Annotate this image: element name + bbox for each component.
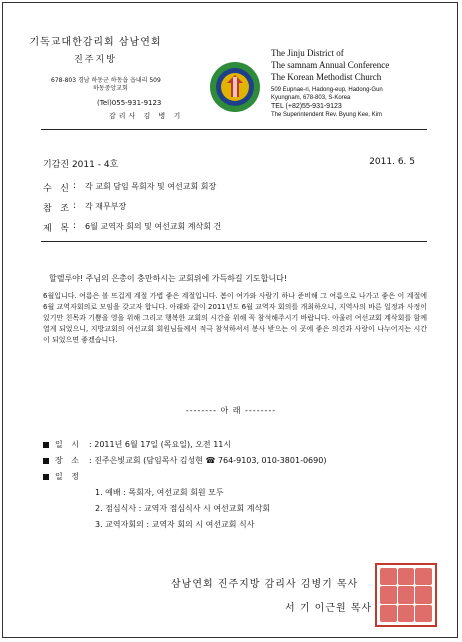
- district-name-ko: 진주지방: [74, 55, 117, 65]
- schedule-entry: 1. 예배 : 목회자, 여선교회 회원 모두: [95, 488, 224, 497]
- location-value: : 진주은빛교회 (담임목사 김성현 ☎ 764-9103, 010-3801-0690): [89, 456, 327, 465]
- address-ko-line2: 하동중앙교회: [93, 85, 128, 92]
- recipient-row: 수 신 : 각 교회 담임 목회자 및 여선교회 회장: [43, 181, 217, 194]
- en-address-line2: Kyungnam, 678-803, S-Korea: [271, 95, 351, 101]
- letter-page: [2, 2, 458, 638]
- details-divider: -------- 아 래 --------: [185, 406, 277, 415]
- schedule-label: 일 정: [55, 472, 82, 481]
- schedule-entry: 2. 점심식사 : 교역자 점심식사 시 여선교회 계삭회: [95, 504, 270, 513]
- date-time-item: [43, 439, 231, 450]
- en-superintendent: The Superintendent Rev. Byung Kee, Kim: [271, 112, 382, 118]
- location-label: 장 소: [55, 456, 82, 465]
- en-conference: The samnam Annual Conference: [271, 60, 390, 70]
- reference-row: 참 조 : 각 재무부장: [43, 201, 127, 214]
- superintendent-ko: 감리사 김 병 기: [109, 112, 184, 120]
- letterhead-english: [271, 47, 456, 119]
- en-tel: TEL (+82)55-931-9123: [271, 103, 342, 110]
- recipient-value: 각 교회 담임 목회자 및 여선교회 회장: [85, 182, 217, 191]
- tel-ko: (Tel)055-931-9123: [97, 99, 162, 107]
- greeting: 할렐루야! 주님의 은총이 충만하시는 교회위에 가득하길 기도합니다!: [49, 274, 288, 283]
- signature-secretary: 서 기 이근원 목사: [285, 603, 373, 614]
- subject-row: 제 목 : 6월 교역자 회의 및 여선교회 계삭회 건: [43, 221, 222, 234]
- header-divider: [41, 241, 427, 242]
- reference-value: 각 재무부장: [85, 202, 127, 211]
- signature-superintendent: 삼남연회 진주지방 감리사 김병기 목사: [171, 579, 359, 590]
- en-district: The Jinju District of: [271, 48, 344, 58]
- bullet-square-icon: [43, 442, 49, 448]
- schedule-entry: 3. 교역자회의 : 교역자 회의 시 여선교회 식사: [95, 520, 255, 529]
- date-time-label: 일 시: [55, 440, 82, 449]
- reference-label: 참 조: [43, 204, 69, 214]
- document-number: 기감진 2011 - 4호: [43, 160, 119, 170]
- location-item: [43, 455, 326, 466]
- en-address-line1: 509 Eupnae-ri, Hadong-eup, Hadong-Gun: [271, 87, 383, 93]
- methodist-logo-icon: [209, 61, 261, 113]
- document-date: 2011. 6. 5: [369, 157, 415, 167]
- date-time-value: : 2011년 6월 17일 (목요일), 오전 11시: [89, 440, 232, 449]
- org-name-ko: 기독교대한감리회 삼남연회: [29, 37, 162, 48]
- letterhead-divider: [41, 129, 427, 130]
- address-ko-line1: 678-803 경남 하동군 하동읍 읍내리 509: [51, 77, 161, 84]
- official-seal-stamp: [375, 563, 437, 627]
- subject-label: 제 목: [43, 224, 69, 234]
- en-church: The Korean Methodist Church: [271, 72, 382, 82]
- letterhead-korean: [3, 33, 188, 65]
- recipient-label: 수 신: [43, 184, 69, 194]
- subject-value: 6월 교역자 회의 및 여선교회 계삭회 건: [85, 222, 222, 231]
- bullet-square-icon: [43, 474, 49, 480]
- schedule-item: [43, 471, 89, 482]
- body-text: 6월입니다. 여름은 볼 뜨겁게 계절 가볍 좋은 계절입니다. 봄이 여가와 사람기 하나 준비해 그 여름으로 나가고 좋은 이 계절에 6월 교역자회의로 모임을 갖고자 합니다. 아래와 같이 2011년도 6월 교역자 회의를 개최하오니, 지역사의 바른 일정과 사정이 있기만 친목과 기쁨을 영을 위해 그리고 행복한 교회의 시간을 위해 꼭 참석해주시기 바랍니다. 아울러 여선교회 계삭회를 함께 열게 되었으니, 지방교회의 여선교회 회원님들께서 적극 참석하셔서 봉사 받으는 이 곳에 좋은 의견과 사랑이 나누어지는 시간이 되었으면 좋겠습니다.: [43, 292, 427, 344]
- bullet-square-icon: [43, 458, 49, 464]
